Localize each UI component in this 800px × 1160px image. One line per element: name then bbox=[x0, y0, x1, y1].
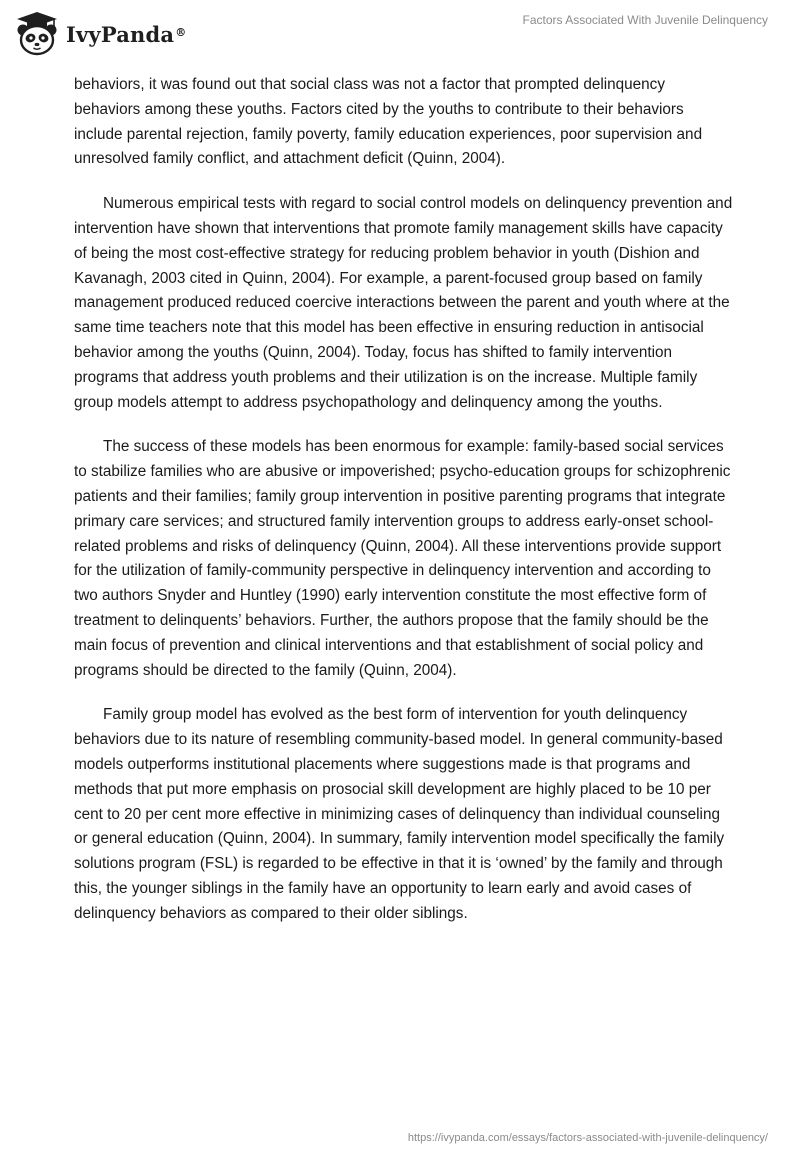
paragraph: behaviors, it was found out that social class was not a factor that prompted delinquency behaviors among these youths. Factors cited by the youths to contribute to their behaviors include parental rejection, family poverty, family education experiences, poor supervision and unresolved family conflict, and attachment deficit (Quinn, 2004). bbox=[74, 76, 703, 168]
essay-body bbox=[74, 73, 734, 947]
registered-mark: ® bbox=[175, 25, 187, 39]
panda-graduation-cap-icon bbox=[14, 10, 60, 56]
paragraph: Family group model has evolved as the best form of intervention for youth delinquency behaviors due to its nature of resembling community-based model. In general community-based models outperforms institutional placements where suggestions made is that programs and methods that put more emphasis on prosocial skill development are highly placed to be 10 per cent to 20 per cent more effective in minimizing cases of delinquency than individual counseling or general education (Quinn, 2004). In summary, family intervention model specifically the family solutions program (FSL) is regarded to be effective in that it is ‘owned’ by the family and through this, the younger siblings in the family have an opportunity to learn early and avoid cases of delinquency behaviors as compared to their older siblings. bbox=[74, 706, 725, 922]
ivypanda-logo[interactable] bbox=[14, 10, 186, 56]
paragraph: The success of these models has been enormous for example: family-based social services to stabilize families who are abusive or impoverished; psycho-education groups for schizophrenic patients and their families; family group intervention in positive parenting programs that integrate primary care services; and structured family intervention groups to address early-onset school-related problems and risks of delinquency (Quinn, 2004). All these interventions provide support for the utilization of family-community perspective in delinquency intervention and according to two authors Snyder and Huntley (1990) early intervention constitute the most effective form of treatment to delinquents’ behaviors. Further, the authors propose that the family should be the main focus of prevention and clinical interventions and that establishment of social policy and programs should be directed to the family (Quinn, 2004). bbox=[74, 438, 731, 679]
brand-name: IvyPanda® bbox=[66, 21, 187, 47]
source-url-link[interactable]: https://ivypanda.com/essays/factors-associated-with-juvenile-delinquency/ bbox=[407, 1132, 768, 1144]
document-title: Factors Associated With Juvenile Delinquency bbox=[522, 13, 768, 27]
page-header bbox=[0, 0, 800, 70]
paragraph: Numerous empirical tests with regard to social control models on delinquency prevention and intervention have shown that interventions that promote family management skills have capacity of being the most cost-effective strategy for reducing problem behavior in youth (Dishion and Kavanagh, 2003 cited in Quinn, 2004). For example, a parent-focused group based on family management produced reduced coercive interactions between the parent and youth where at the same time teachers note that this model has been effective in ensuring reduction in antisocial behavior among the youths (Quinn, 2004). Today, focus has shifted to family intervention programs that address youth problems and their utilization is on the increase. Multiple family group models attempt to address psychopathology and delinquency among the youths. bbox=[74, 195, 733, 411]
